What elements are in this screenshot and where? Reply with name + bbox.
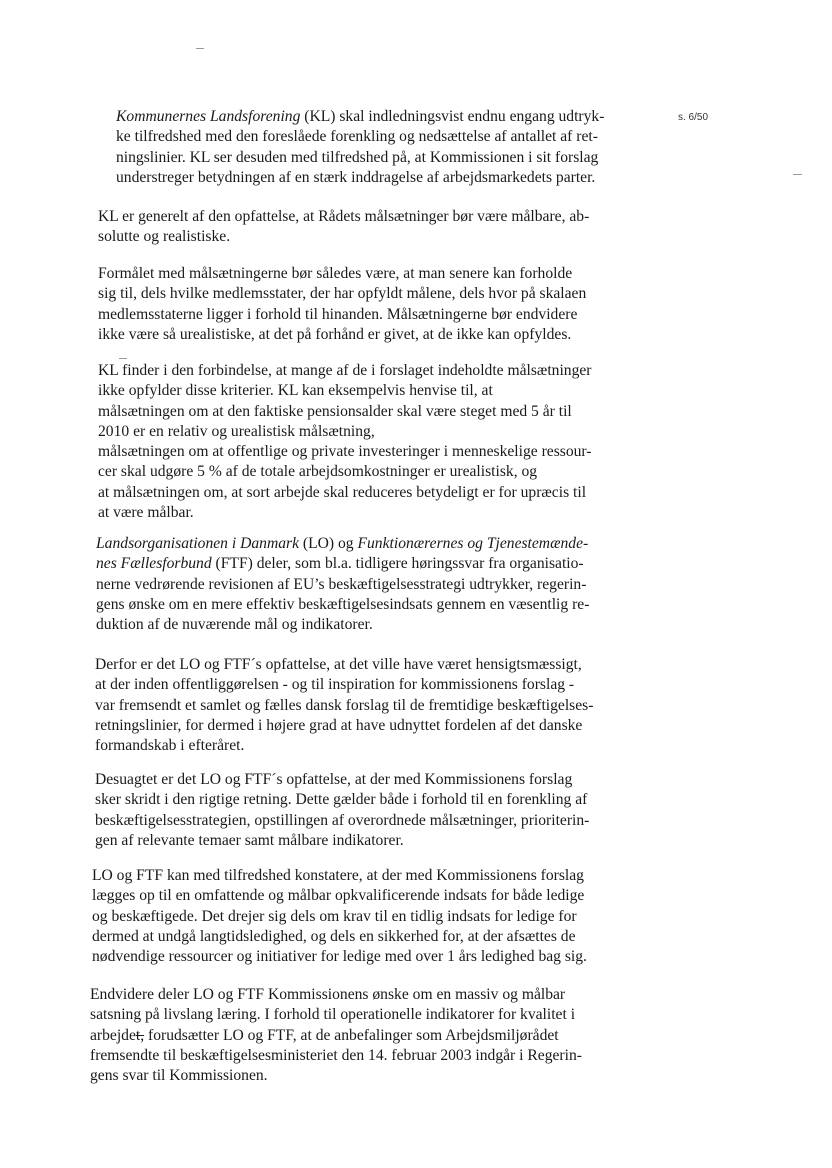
text-run: (LO) og (299, 535, 358, 552)
italic-organisation-name: nes Fællesforbund (96, 555, 212, 573)
scan-mark-mid (119, 358, 127, 359)
text-run: at der inden offentliggørelsen - og til inspiration for kommissionens forslag - (95, 676, 575, 694)
text-run: målsætningen om at offentlige og private investeringer i menneskelige ressour- (98, 443, 592, 461)
text-line (95, 716, 593, 736)
text-line (92, 866, 587, 886)
text-run: ke tilfredshed med den foreslåede forenkling og nedsættelse af antallet af ret- (116, 128, 598, 146)
text-run: medlemsstaterne ligger i forhold til hinanden. Målsætningerne bør endvidere (98, 305, 578, 323)
text-line (98, 483, 592, 503)
text-line (116, 168, 604, 188)
text-line (95, 770, 589, 790)
scan-mark-right (793, 174, 802, 175)
text-line (90, 1005, 582, 1025)
text-line (98, 402, 592, 422)
text-line (98, 422, 592, 442)
page-number: s. 6/50 (678, 112, 709, 123)
text-run: at målsætningen om, at sort arbejde skal reduceres betydeligt er for upræcis til (98, 483, 587, 501)
text-run: KL finder i den forbindelse, at mange af de i forslaget indeholdte målsætninger (98, 362, 592, 379)
text-run: og beskæftigede. Det drejer sig dels om krav til en tidlig indsats for ledige for (92, 907, 577, 925)
text-run: (KL) skal indledningsvist endnu engang udtryk- (300, 108, 605, 125)
text-run: Derfor er det LO og FTF´s opfattelse, at det ville have været hensigtsmæssigt, (95, 656, 582, 673)
text-line (98, 284, 586, 304)
text-run: dermed at undgå langtidsledighed, og dels en sikkerhed for, at der afsættes de (92, 927, 576, 945)
text-run: Desuagtet er det LO og FTF´s opfattelse, at der med Kommissionens forslag (95, 771, 573, 788)
paragraph-9 (90, 985, 582, 1086)
text-line (92, 886, 587, 906)
text-line (96, 534, 589, 554)
text-line (98, 227, 589, 247)
text-line (90, 985, 582, 1005)
paragraph-7 (95, 770, 589, 851)
text-line (98, 381, 592, 401)
paragraph-4 (98, 361, 592, 523)
text-line (95, 831, 589, 851)
paragraph-2 (98, 207, 589, 248)
text-run: beskæftigelsesstrategien, opstillingen af overordnede målsætninger, prioriterin- (95, 811, 590, 829)
text-run: nerne vedrørende revisionen af EU’s beskæftigelsesstrategi udtrykker, regerin- (96, 575, 587, 593)
text-run: sker skridt i den rigtige retning. Dette gælder både i forhold til en forenkling af (95, 791, 588, 809)
text-run: sig til, dels hvilke medlemsstater, der har opfyldt målene, dels hvor på skalaen (98, 285, 587, 303)
paragraph-3 (98, 264, 586, 345)
paragraph-8 (92, 866, 587, 967)
text-line (95, 696, 593, 716)
text-run: (FTF) deler, som bl.a. tidligere høringssvar fra organisatio- (211, 555, 584, 573)
text-run: målsætningen om at den faktiske pensionsalder skal være steget med 5 år til (98, 402, 572, 420)
text-run: solutte og realistiske. (98, 228, 231, 246)
text-line (96, 615, 589, 635)
text-run: t, (135, 1026, 145, 1044)
text-run: formandskab i efteråret. (95, 737, 245, 755)
text-run: forudsætter LO og FTF, at de anbefalinger som Arbejdsmiljørådet (144, 1026, 559, 1044)
text-line (96, 575, 589, 595)
text-run: 2010 er en relativ og urealistisk målsætning, (98, 422, 375, 440)
text-line (98, 207, 589, 227)
text-run: gen af relevante temaer samt målbare indikatorer. (95, 831, 404, 849)
text-run: understreger betydningen af en stærk inddragelse af arbejdsmarkedets parter. (116, 168, 596, 186)
text-line (98, 503, 592, 523)
italic-organisation-name: Kommunernes Landsforening (116, 108, 301, 125)
text-line (96, 554, 589, 574)
text-line (116, 127, 604, 147)
text-line (98, 264, 586, 284)
text-run: satsning på livslang læring. I forhold til operationelle indikatorer for kvalitet i (90, 1006, 576, 1024)
text-line (92, 927, 587, 947)
text-run: Formålet med målsætningerne bør således være, at man senere kan forholde (98, 265, 573, 282)
text-run: gens ønske om en mere effektiv beskæftigelsesindsats gennem en væsentlig re- (96, 595, 590, 613)
text-run: ningslinier. KL ser desuden med tilfredshed på, at Kommissionen i sit forslag (116, 148, 599, 166)
text-run: at være målbar. (98, 504, 194, 522)
text-run: KL er generelt af den opfattelse, at Rådets målsætninger bør være målbare, ab- (98, 208, 590, 225)
text-line (116, 107, 604, 127)
text-line (90, 1026, 582, 1046)
text-line (95, 736, 593, 756)
text-line (98, 442, 592, 462)
text-run: nødvendige ressourcer og initiativer for ledige med over 1 års ledighed bag sig. (92, 948, 587, 966)
text-run: LO og FTF kan med tilfredshed konstatere, at der med Kommissionens forslag (92, 867, 584, 884)
text-line (90, 1066, 582, 1086)
text-line (95, 655, 593, 675)
paragraph-1 (116, 107, 604, 188)
text-run: ikke opfylder disse kriterier. KL kan eksempelvis henvise til, at (98, 382, 493, 400)
text-line (95, 811, 589, 831)
text-run: cer skal udgøre 5 % af de totale arbejdsomkostninger er urealistisk, og (98, 463, 538, 481)
text-run: arbejde (90, 1026, 136, 1044)
paragraph-6 (95, 655, 593, 756)
text-line (95, 675, 593, 695)
text-run: ikke være så urealistiske, at det på forhånd er givet, at de ikke kan opfyldes. (98, 325, 572, 343)
text-run: lægges op til en omfattende og målbar opkvalificerende indsats for både ledige (92, 887, 585, 905)
text-run: fremsendte til beskæftigelsesministeriet den 14. februar 2003 indgår i Regerin- (90, 1046, 582, 1064)
text-line (98, 361, 592, 381)
text-line (98, 462, 592, 482)
text-line (90, 1046, 582, 1066)
text-run: gens svar til Kommissionen. (90, 1067, 268, 1085)
text-line (98, 325, 586, 345)
paragraph-5 (96, 534, 589, 635)
text-run: var fremsendt et samlet og fælles dansk forslag til de fremtidige beskæftigelses- (95, 696, 594, 714)
text-line (96, 595, 589, 615)
italic-organisation-name: Funktionærernes og Tjenestemænde- (357, 535, 589, 552)
scan-mark-top (196, 48, 204, 49)
text-run: duktion af de nuværende mål og indikatorer. (96, 616, 373, 634)
italic-organisation-name: Landsorganisationen i Danmark (96, 535, 300, 552)
text-line (95, 790, 589, 810)
text-line (92, 907, 587, 927)
text-line (98, 305, 586, 325)
text-run: retningslinier, for dermed i højere grad at have udnyttet fordelen af det danske (95, 716, 583, 734)
text-line (116, 148, 604, 168)
text-line (92, 947, 587, 967)
text-run: Endvidere deler LO og FTF Kommissionens ønske om en massiv og målbar (90, 986, 566, 1003)
